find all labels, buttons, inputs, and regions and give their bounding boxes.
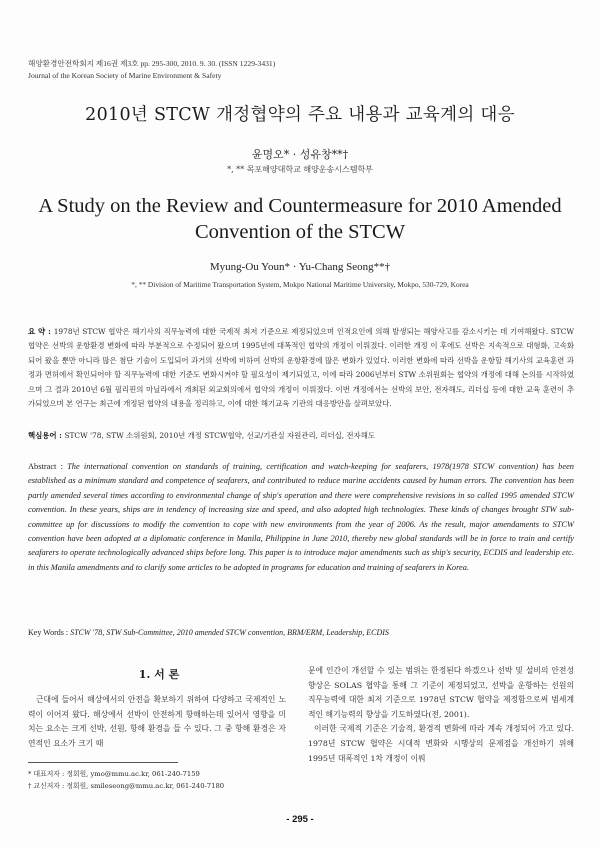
intro-paragraph-continued: 문에 인간이 개선할 수 있는 범위는 한정된다 하겠으나 선박 및 설비의 안전성 향상은 SOLAS 협약을 통해 그 기준이 제정되었고, 선박을 운항하는 선원의 직무능력에 대한 최저 기준으로 1978년 STCW 협약을 제정함으로써 범세계적인 해기능력의 향상을 기도하였다(전, 2001). <box>308 666 574 719</box>
keywords-en <box>28 627 574 639</box>
paper-title-kr: 2010년 STCW 개정협약의 주요 내용과 교육계의 대응 <box>85 105 515 125</box>
keywords-en-label: Key Words : <box>28 628 71 637</box>
keywords-kr <box>28 430 574 442</box>
abstract-kr <box>28 325 574 411</box>
affiliation-en: *, ** Division of Maritime Transportation System, Mokpo National Maritime University, Mokpo, 530-729, Korea <box>131 280 469 289</box>
abstract-en-label: Abstract : <box>28 462 68 471</box>
paper-title-en: A Study on the Review and Countermeasure for 2010 Amended Convention of the STCW <box>38 195 562 243</box>
body-column-left <box>28 693 286 751</box>
keywords-en-text: STCW '78, STW Sub-Committee, 2010 amended STCW convention, BRM/ERM, Leadership, ECDIS <box>70 628 389 637</box>
keywords-kr-label: 핵심용어 : <box>28 431 65 440</box>
keywords-kr-text: STCW '78, STW 소위원회, 2010년 개정 STCW협약, 선교/기관실 자원관리, 리더십, 전자해도 <box>64 431 375 440</box>
footnote-divider <box>28 762 178 763</box>
abstract-kr-text: 1978년 STCW 협약은 해기사의 직무능력에 대한 국제적 최저 기준으로 제정되었으며 인적요인에 의해 발생되는 해양사고를 감소시키는 데 기여해왔다. STCW 협약은 선박의 운항환경 변화에 따라 부분적으로 수정되어 왔으며 1995년에 대폭적인 협약의 개정이 이뤄졌다. 이러한 개정 이 후에도 선박은 지속적으로 대형화, 고속화되어 왔을 뿐만 아니라 많은 첨단 기술이 도입되어 과거의 선박에 비하여 선박의 운항환경에 많은 변화가 있었다. 이러한 변화에 따라 선박을 운항할 해기사의 교육훈련 과정과 면허에서 확인되어야 할 직무능력에 대한 기준도 변화시켜야 할 필요성이 제기되었고, 이에 따라 2006년부터 STW 소위원회는 협약의 개정에 대해 논의를 시작하였으며 그 결과 2010년 6월 필리핀의 마닐라에서 개최된 외교회의에서 협약의 개정이 이뤄졌다. 이번 개정에서는 선박의 보안, 전자해도, 리더십 등에 대한 교육 훈련이 추가되었으며 본 연구는 최근에 개정된 협약의 내용을 정리하고, 이에 대한 해기교육 기관의 대응방안을 살펴보았다. <box>28 327 574 409</box>
affiliation-kr: *, ** 목포해양대학교 해양운송시스템학부 <box>227 165 373 174</box>
abstract-kr-label: 요 약 : <box>28 327 54 336</box>
journal-header <box>28 58 275 82</box>
journal-citation-kr: 해양환경안전학회지 제16권 제3호 pp. 295-300, 2010. 9. 30. (ISSN 1229-3431) <box>28 59 276 68</box>
footnotes <box>28 768 286 793</box>
journal-name-en: Journal of the Korean Society of Marine Environment & Safety <box>28 71 222 80</box>
intro-paragraph-2: 이러한 국제적 기준은 기술적, 환경적 변화에 따라 계속 개정되어 가고 있다. 1978년 STCW 협약은 시대적 변화와 시행상의 문제점을 개선하기 위해 1995년 대폭적인 1차 개정이 이뤄 <box>308 724 574 763</box>
footnote-first-author: * 대표저자 : 정회원, ymo@mmu.ac.kr, 061-240-7159 <box>28 770 200 778</box>
abstract-en-text: The international convention on standards of training, certification and watch-keeping for seafarers, 1978(1978 STCW convention) has been established as a minimum standard and competence of seafarers, and contributed to reduce marine accidents caused by human errors. The convention has been partly amended several times according to environmental change of ship's operation and there were comprehensive revisions in so called 1995 amended STCW convention. In these years, ships are in tendency of increasing size and speed, and also adopted high technologies. These kinds of changes brought STW sub-committee up for discussions to modify the convention to cope with new environments from the year of 2006. As the result, major amendaments to STCW convention have been adopted at a diplomatic conference in Manila, Philippine in June 2010, thereby new global standards will be in force to train and certify seafarers to operate technologically advanced ships before long. This paper is to introduce major amendments such as ship's security, ECDIS and leadership etc. in this Manila amendments and to clarify some articles to be adopted in programs for education and training of seafarers in Korea. <box>28 462 574 572</box>
authors-kr: 윤명오* · 성유창**† <box>251 148 349 161</box>
page-number: - 295 - <box>286 814 314 825</box>
section-heading-introduction: 1. 서 론 <box>138 668 180 681</box>
footnote-corresponding-author: † 교신저자 : 정회원, smileseong@mmu.ac.kr, 061-240-7180 <box>28 782 225 791</box>
intro-paragraph-1: 근대에 들어서 해상에서의 안전을 확보하기 위하여 다양하고 국제적인 노력이 이어져 왔다. 해상에서 선박이 안전하게 항해하는데 있어서 영향을 미치는 요소는 크게 선박, 선원, 항해 환경을 들 수 있다. 그 중 항해 환경은 자연적인 요소가 크기 때 <box>28 695 286 748</box>
body-column-right <box>308 664 574 766</box>
authors-en: Myung-Ou Youn* · Yu-Chang Seong**† <box>209 261 391 273</box>
abstract-en <box>28 460 574 575</box>
